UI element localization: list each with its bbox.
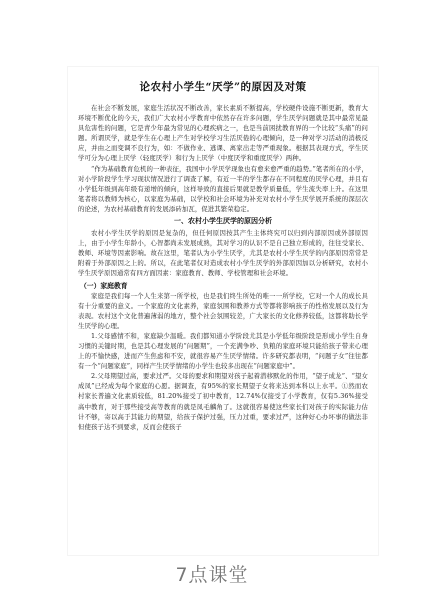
subsection-heading: （一）家庭教育 [80, 281, 128, 290]
document-title: 论农村小学生“厌学”的原因及对策 [139, 81, 307, 93]
intro-paragraph-2: “作为基础教育危机的一种表征，我国中小学厌学现象也有愈来愈严重的趋势。”笔者所在的小学，对小学阶段学生学习现状情况进行了调查了解，有近一半的学生都存在不同程度的厌学心理，并且有小学低年级到高年级有递增的倾向，这样导致的直接后果就是教学质量低，学生流失率上升。在这里笔者将以教师为核心，以家庭为基础，以学校和社会环境为补充对农村小学生厌学展开系统的深层次的论述，为农村基础教育的发展添砖加瓦，促进其繁荣稳定。 [78, 164, 368, 213]
watermark-text: 7点课堂 [175, 564, 249, 586]
section-1-paragraph: 农村小学生厌学的原因是复杂的，但任何原因按其产生主体终究可以归到内部原因或外部原因上，由于小学生年龄小，心智都尚未发展成熟，其对学习的认识不是自己独立形成的，往往受家长、教师、环境等因素影响。故在这里，笔者认为小学生厌学，尤其是农村小学生厌学的内部原因常常是附着于外部原因之上的。所以，在此笔者仅对造成农村小学生厌学的外部原因加以分析研究，农村小学生厌学原因通常有四方面因素：家庭教育、教师、学校管理和社会环境。 [78, 229, 368, 278]
section-1-heading: 一、农村小学生厌学的原因分析 [174, 216, 272, 226]
point-paragraph-1: 1.父母感情不和，家庭缺少温暖。我们都知道小学阶段尤其是小学低年级阶段是形成小学生自身习惯的关键时期，也是其心理发展的“问题期”，一个充满争吵、负粮的家庭环境只能给孩子带来心理上的不愉快感，进而产生焦虑和不安，就很容易产生厌学情绪。许多研究都表明，“问题子女”往往都有一个“问题家庭”，同样产生厌学情绪的小学生也较多出现在“问题家庭中”。 [78, 331, 368, 371]
subsection-paragraph: 家庭是我们每一个人生来第一所学校，也是我们终生所处的唯一一所学校，它对一个人的成长具有十分重要的意义。一个家庭的文化素养，家庭氛围和教养方式等都将影响孩子的性格发展以及行为表现。农村这个文化普遍薄弱的地方，整个社会氛围较差，广大家长的文化修养较低，这都将助长学生厌学的心理。 [78, 291, 368, 330]
point-paragraph-2: 2.父母期望过高，要求过严。父母的要求和期望对孩子起着潜移默化的作用，“望子成龙”、“望女成凤”已经成为每个家庭的心愿。据调查，有95%的家长期望子女将来达到本科以上水平。①然而农村家长普遍文化素质较低，81.20%接受了初中教育，12.74%仅接受了小学教育，仅有5.36%接受高中教育，对于那些接受高等教育的就是凤毛麟角了。这就很容易使这些家长们对孩子的实际能力估计不够，寄以高于其能力的期望，给孩子保护过强，压力过重，要求过严，这种好心办坏事的做法非但使孩子达不到要求，反而会使孩子 [78, 372, 368, 431]
intro-paragraph-1: 在社会不断发展，家庭生活状况不断改善，家长素质不断提高，学校硬件设施不断更新，教育大环境不断优化的今天，我们广大农村小学教育中依然存在许多问题，学生厌学问题就是其中最常见最具危害性的问题，它是青少年最为常见的心理疾病之一，也是当前困扰教育界的一个比较“头痛”的问题。所谓厌学，就是学生在心理上产生对学校学习生活厌倦的心理倾向，是一种对学习活动的消极反应，并由之而变调不良行为，如：不做作业、逃课、离家出走等严重现象。根据其表现方式，学生厌学可分为心理上厌学（轻度厌学）和行为上厌学（中度厌学和重度厌学）两种。 [78, 104, 368, 163]
document-page [67, 66, 379, 556]
